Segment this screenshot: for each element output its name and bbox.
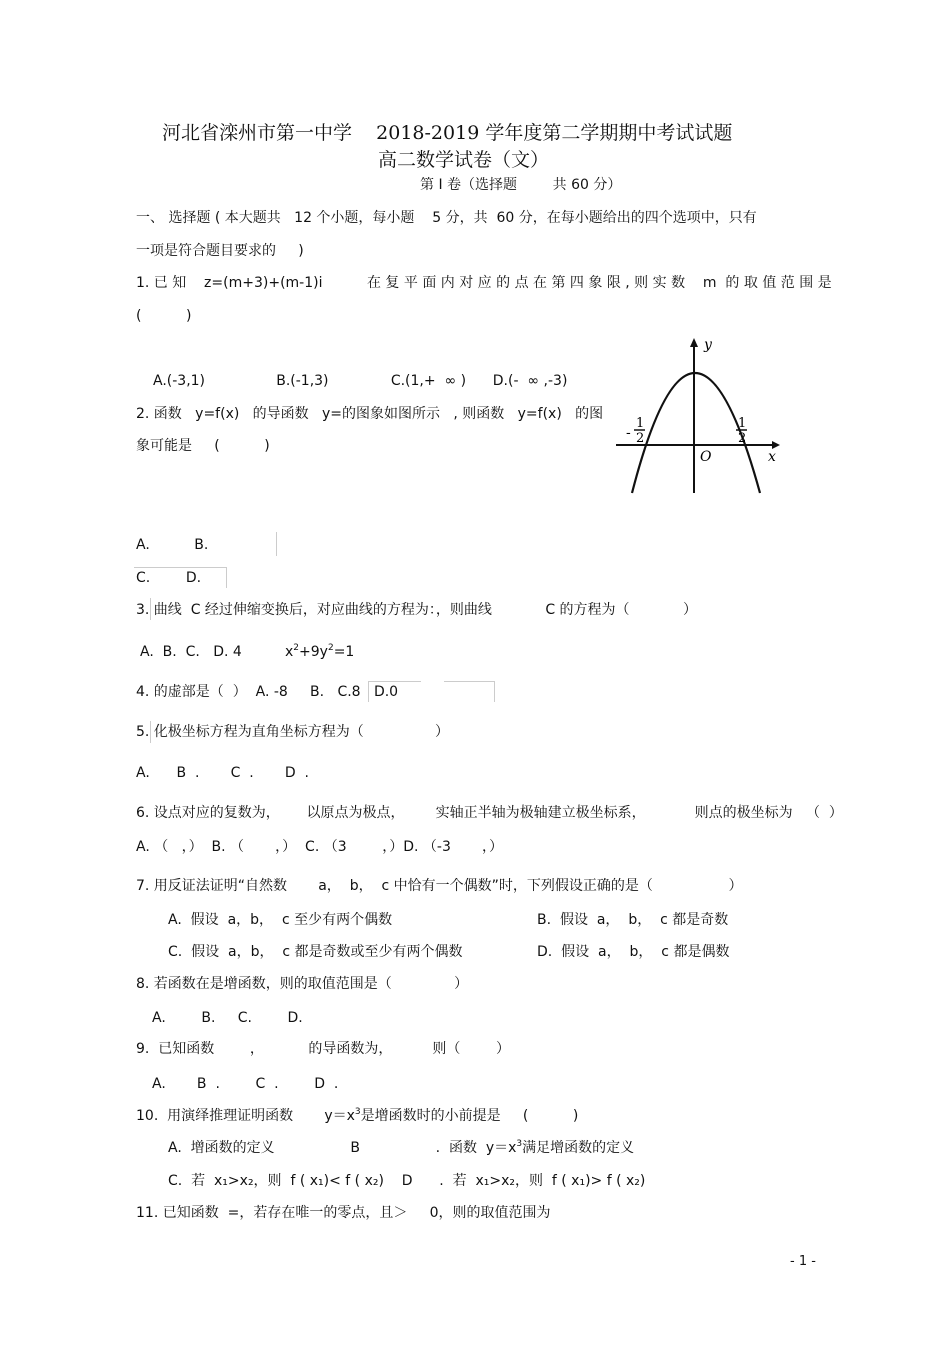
- option-frame: [134, 567, 227, 588]
- x-axis-arrow: [772, 441, 780, 449]
- question-10-text: [136, 1107, 578, 1127]
- eq-post: =1: [333, 644, 355, 660]
- right-root-numerator: 1: [738, 416, 747, 431]
- question-6-options: A. （ ，） B. （ ，） C. （3 ，）D. （-3 ，）: [136, 839, 504, 855]
- question-4-text: 4. 的虚部是（ ） A. -8 B. C.8 D.0: [136, 684, 399, 700]
- option-divider: [276, 532, 277, 556]
- q10-sup: 3: [354, 1107, 361, 1117]
- question-2-options-ab: A. B.: [136, 537, 209, 553]
- y-axis-arrow: [690, 338, 698, 347]
- question-1-blank: ( ): [136, 308, 192, 324]
- q10-post: 是增函数时的小前提是 ( ): [360, 1108, 579, 1124]
- y-axis-label: y: [704, 337, 712, 353]
- section-intro-line1: 一、 选择题 ( 本大题共 12 个小题，每小题 5 分，共 60 分，在每小题给出的四个选项中，只有: [136, 210, 757, 226]
- question-7-option-b: B. 假设 a， b， c 都是奇数: [537, 912, 729, 928]
- question-3-options: A. B. C. D. 4: [140, 644, 242, 660]
- eq-mid: +9y: [299, 644, 328, 660]
- option-frame-q4a: [368, 681, 421, 702]
- q10-opt-a: A. 增函数的定义 B . 函数 y＝x: [168, 1140, 517, 1156]
- question-7-text: 7. 用反证法证明“自然数 a， b， c 中恰有一个偶数”时，下列假设正确的是（ ）: [136, 878, 743, 894]
- question-8-options: A. B. C. D.: [152, 1010, 303, 1026]
- question-2-line1: 2. 函数 y=f(x) 的导函数 y=的图象如图所示 , 则函数 y=f(x) 的图: [136, 406, 604, 422]
- question-2-options-cd: C. D.: [136, 570, 202, 586]
- question-8-text: 8. 若函数在是增函数，则的取值范围是（ ）: [136, 976, 469, 992]
- question-6-text: 6. 设点对应的复数为， 以原点为极点， 实轴正半轴为极轴建立极坐标系， 则点的极坐标为 （ ）: [136, 805, 843, 821]
- question-3-equation: [285, 643, 354, 663]
- right-root-denominator: 2: [738, 431, 747, 446]
- left-root-numerator: 1: [636, 416, 645, 431]
- eq-sup-1: 2: [293, 643, 300, 653]
- q10-pre: 10. 用演绎推理证明函数 y＝x: [136, 1108, 355, 1124]
- part-heading: 第 Ⅰ 卷（选择题 共 60 分）: [420, 177, 622, 193]
- question-7-option-a: A. 假设 a，b， c 至少有两个偶数: [168, 912, 393, 928]
- eq-sup-2: 2: [327, 643, 334, 653]
- option-frame-q4b: [444, 681, 495, 702]
- derivative-graph: [612, 333, 792, 498]
- page-number: - 1 -: [790, 1254, 816, 1269]
- question-7-option-d: D. 假设 a， b， c 都是偶数: [537, 944, 730, 960]
- question-10-option-ab: [168, 1139, 634, 1159]
- question-1-text: 1. 已 知 z=(m+3)+(m-1)i 在 复 平 面 内 对 应 的 点 在 第 四 象 限 , 则 实 数 m 的 取 值 范 围 是: [136, 275, 832, 291]
- exam-title-line2: 高二数学试卷（文）: [378, 149, 550, 171]
- question-9-options: A. B . C . D .: [152, 1076, 339, 1092]
- left-root-denominator: 2: [636, 431, 645, 446]
- question-2-line2: 象可能是 ( ): [136, 438, 270, 454]
- question-7-option-c: C. 假设 a，b， c 都是奇数或至少有两个偶数: [168, 944, 463, 960]
- x-axis-label: x: [768, 449, 776, 465]
- question-5-text: 5. 化极坐标方程为直角坐标方程为（ ）: [136, 724, 450, 740]
- eq-x: x: [285, 644, 294, 660]
- origin-label: O: [700, 449, 712, 465]
- q10-opt-a-post: 满足增函数的定义: [522, 1140, 635, 1156]
- question-9-text: 9. 已知函数 ， 的导函数为， 则（ ）: [136, 1041, 511, 1057]
- question-10-option-cd: C. 若 x₁>x₂，则 f ( x₁)< f ( x₂) D . 若 x₁>x₂，则 f ( x₁)> f ( x₂): [168, 1173, 646, 1189]
- question-5-options: A. B . C . D .: [136, 765, 309, 781]
- left-root-sign: -: [626, 425, 631, 441]
- question-1-options: A.(-3,1) B.(-1,3) C.(1,+ ∞ ) D.(- ∞ ,-3): [153, 373, 568, 389]
- question-11-text: 11. 已知函数 =，若存在唯一的零点，且＞ 0，则的取值范围为: [136, 1205, 551, 1221]
- exam-title-line1: 河北省滦州市第一中学 2018-2019 学年度第二学期期中考试试题: [162, 122, 733, 144]
- section-intro-line2: 一项是符合题目要求的 ): [136, 243, 304, 259]
- q10-opt-sup: 3: [516, 1139, 523, 1149]
- question-3-text: 3. 曲线 C 经过伸缩变换后，对应曲线的方程为：，则曲线 C 的方程为（ ）: [136, 602, 697, 618]
